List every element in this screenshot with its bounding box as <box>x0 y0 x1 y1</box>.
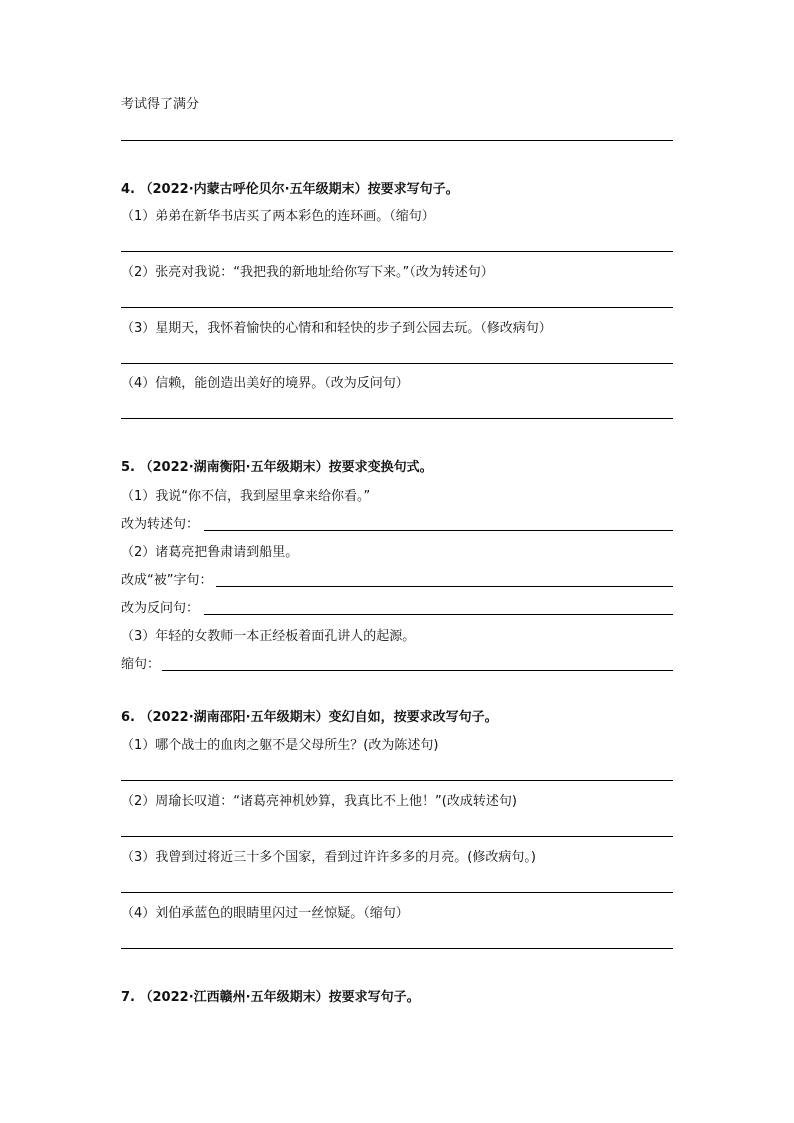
question-item: （2）周瑜长叹道：“诸葛亮神机妙算，我真比不上他！”(改成转述句) <box>121 794 517 809</box>
question-source: （2022·内蒙古呼伦贝尔·五年级期末） <box>139 182 368 197</box>
question-number: 7. <box>121 990 135 1005</box>
answer-line[interactable] <box>121 251 673 252</box>
answer-line[interactable] <box>162 670 673 671</box>
continued-answer-text: 考试得了满分 <box>121 97 200 112</box>
question-item: （1）弟弟在新华书店买了两本彩色的连环画。（缩句） <box>121 209 435 224</box>
answer-line[interactable] <box>121 892 673 893</box>
question-item: （3）年轻的女教师一本正经板着面孔讲人的起源。 <box>121 629 416 644</box>
answer-line[interactable] <box>121 948 673 949</box>
question-item: （2）张亮对我说：“我把我的新地址给你写下来。”（改为转述句） <box>121 265 494 280</box>
answer-label: 改成“被”字句： <box>121 573 213 588</box>
question-item: （3）星期天，我怀着愉快的心情和和轻快的步子到公园去玩。（修改病句） <box>121 321 552 336</box>
question-6-header <box>121 710 498 726</box>
answer-line[interactable] <box>121 780 673 781</box>
question-source: （2022·湖南衡阳·五年级期末） <box>139 460 329 475</box>
question-5-header <box>121 460 433 476</box>
answer-label: 缩句： <box>121 657 161 672</box>
question-source: （2022·江西赣州·五年级期末） <box>139 990 329 1005</box>
answer-line[interactable] <box>121 363 673 364</box>
answer-line[interactable] <box>204 614 673 615</box>
answer-line[interactable] <box>121 418 673 419</box>
question-item: （2）诸葛亮把鲁肃请到船里。 <box>121 545 299 560</box>
question-4-header <box>121 182 459 198</box>
question-item: （3）我曾到过将近三十多个国家，看到过许许多多的月亮。(修改病句。) <box>121 850 536 865</box>
question-7-header <box>121 990 420 1006</box>
question-source: （2022·湖南邵阳·五年级期末） <box>139 710 329 725</box>
answer-line[interactable] <box>121 307 673 308</box>
question-item: （4）信赖，能创造出美好的境界。（改为反问句） <box>121 376 409 391</box>
question-number: 5. <box>121 460 135 475</box>
answer-line[interactable] <box>121 836 673 837</box>
question-number: 4. <box>121 182 135 197</box>
question-instruction: 按要求变换句式。 <box>328 460 433 475</box>
question-number: 6. <box>121 710 135 725</box>
question-instruction: 变幻自如，按要求改写句子。 <box>328 710 498 725</box>
question-item: （4）刘伯承蓝色的眼睛里闪过一丝惊疑。（缩句） <box>121 906 409 921</box>
answer-line[interactable] <box>121 140 673 141</box>
question-item: （1）哪个战士的血肉之躯不是父母所生？(改为陈述句) <box>121 738 439 753</box>
answer-line[interactable] <box>204 530 673 531</box>
answer-label: 改为转述句： <box>121 517 200 532</box>
question-instruction: 按要求写句子。 <box>328 990 420 1005</box>
question-instruction: 按要求写句子。 <box>367 182 459 197</box>
answer-label: 改为反问句： <box>121 601 200 616</box>
question-item: （1）我说“你不信，我到屋里拿来给你看。” <box>121 489 371 504</box>
answer-line[interactable] <box>216 586 673 587</box>
